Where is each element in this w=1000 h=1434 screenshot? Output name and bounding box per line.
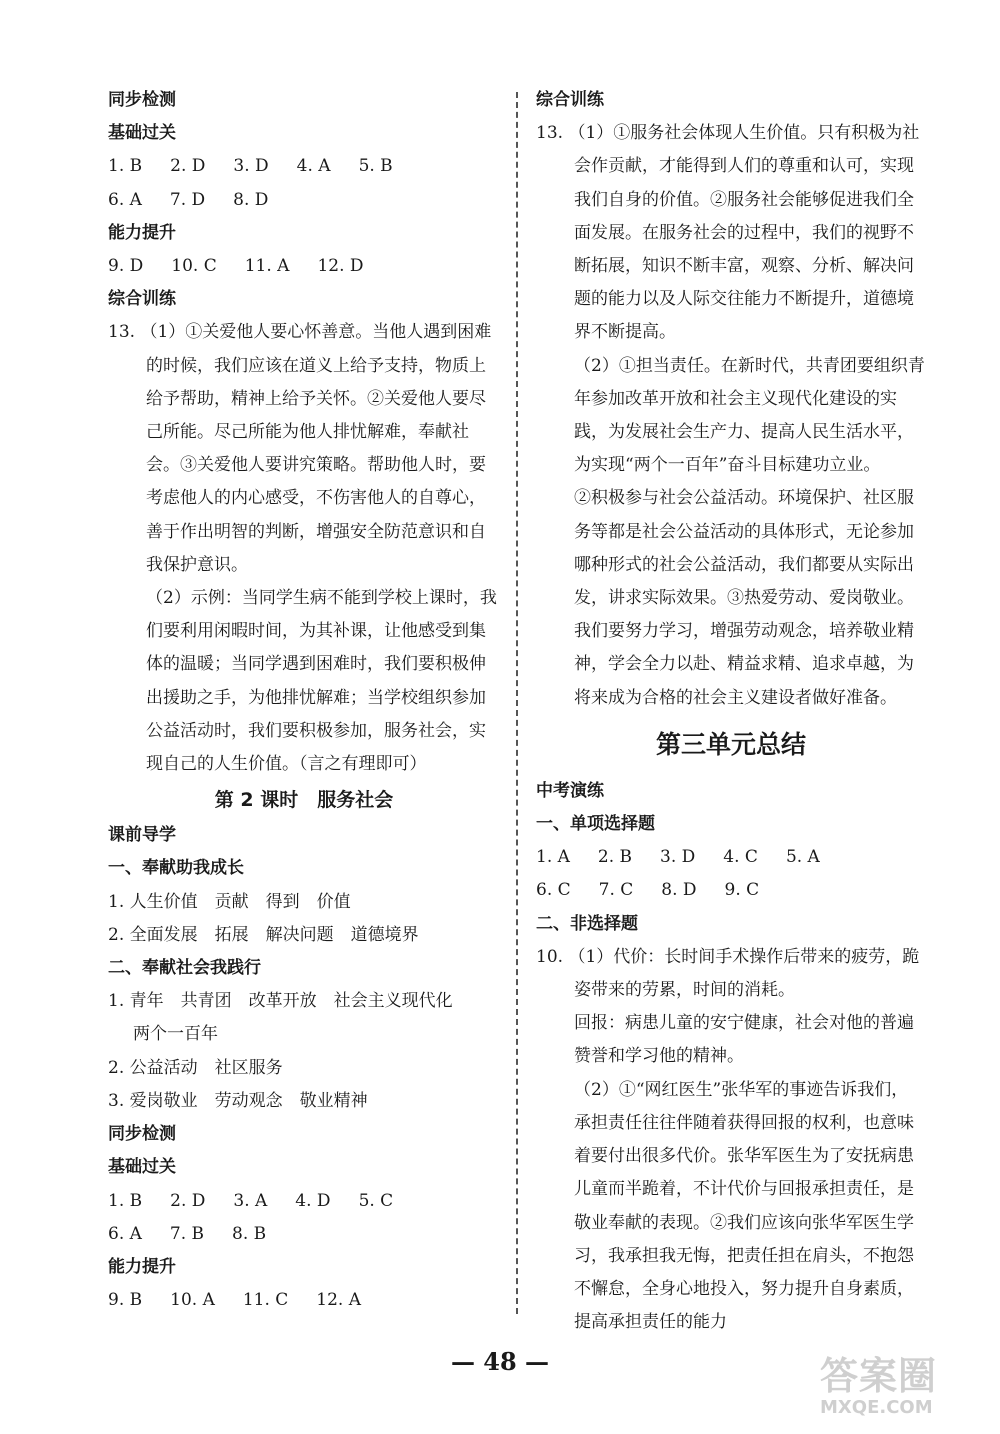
answer-text-line: 题的能力以及人际交往能力不断提升，道德境 xyxy=(574,289,914,310)
answer-row xyxy=(108,1185,500,1218)
page-number: — 48 — xyxy=(450,1347,550,1376)
answer-item: 6. C xyxy=(536,880,571,901)
answer-text-line: 们要利用闲暇时间，为其补课，让他感受到集 xyxy=(146,621,486,642)
lesson-title: 第 2 课时 服务社会 xyxy=(214,789,394,812)
answer-item: 6. A xyxy=(108,189,142,210)
answer-text-line: 13. （1）①关爱他人要心怀善意。当他人遇到困难 xyxy=(108,322,492,343)
answer-text-line: 务等都是社会公益活动的具体形式，无论参加 xyxy=(574,521,914,542)
answer-item: 9. D xyxy=(108,256,144,277)
answer-text-line: 将来成为合格的社会主义建设者做好准备。 xyxy=(574,687,897,708)
heading-basic: 基础过关 xyxy=(108,1157,176,1178)
answer-item: 7. C xyxy=(598,880,634,901)
answer-text-line: 10. （1）代价：长时间手术操作后带来的疲劳，跪 xyxy=(536,946,920,967)
fill-item: 1. 人生价值 贡献 得到 价值 xyxy=(108,891,351,912)
answer-row xyxy=(108,184,500,217)
fill-item: 两个一百年 xyxy=(133,1024,218,1045)
answer-text-line: 13. （1）①服务社会体现人生价值。只有积极为社 xyxy=(536,123,920,144)
answer-text-line: 神，学会全力以赴、精益求精、追求卓越，为 xyxy=(574,654,914,675)
answer-text-line: 我保护意识。 xyxy=(146,554,248,575)
answer-text-line: 公益活动时，我们要积极参加，服务社会，实 xyxy=(146,720,486,741)
answer-item: 2. D xyxy=(170,156,206,177)
answer-item: 3. A xyxy=(233,1190,268,1211)
answer-text-line: 会作贡献，才能得到人们的尊重和认可，实现 xyxy=(574,156,914,177)
answer-item: 4. D xyxy=(295,1190,331,1211)
left-column xyxy=(108,84,500,1317)
answer-item: 12. A xyxy=(316,1290,362,1311)
answer-text-line: 发，讲求实际效果。③热爱劳动、爱岗敬业。 xyxy=(574,588,914,609)
answer-text-line: 的时候，我们应该在道义上给予支持，物质上 xyxy=(146,355,486,376)
answer-item: 1. B xyxy=(108,156,143,177)
answer-text-line: 出援助之手，为他排忧解难；当学校组织参加 xyxy=(146,687,486,708)
answer-item: 5. A xyxy=(785,847,820,868)
answer-text-line: 哪种形式的社会公益活动，我们都要从实际出 xyxy=(574,554,914,575)
answer-row xyxy=(108,150,500,183)
answer-item: 11. A xyxy=(244,256,290,277)
answer-text-line: 为实现“两个一百年”奋斗目标建功立业。 xyxy=(574,455,881,476)
answer-item: 5. C xyxy=(358,1190,394,1211)
right-column xyxy=(536,84,926,1339)
answer-text-line: 界不断提高。 xyxy=(574,322,676,343)
answer-item: 8. D xyxy=(661,880,697,901)
heading-part1: 一、奉献助我成长 xyxy=(108,858,244,879)
answer-text-line: 体的温暖；当同学遇到困难时，我们要积极伸 xyxy=(146,654,486,675)
heading-exam-practice: 中考演练 xyxy=(536,780,604,801)
heading-comprehensive: 综合训练 xyxy=(536,90,604,110)
answer-item: 8. B xyxy=(232,1223,267,1244)
answer-item: 4. A xyxy=(296,156,331,177)
answer-text-line: 断拓展，知识不断丰富，观察、分析、解决问 xyxy=(574,256,914,277)
answer-text-line: 践，为发展社会生产力、提高人民生活水平， xyxy=(574,422,914,443)
answer-item: 4. C xyxy=(723,847,758,868)
heading-part2: 二、奉献社会我践行 xyxy=(108,958,261,979)
unit-summary-title: 第三单元总结 xyxy=(655,729,806,759)
answer-text-line: 敬业奉献的表现。②我们应该向张华军医生学 xyxy=(574,1212,914,1233)
column-divider xyxy=(516,92,518,1314)
answer-item: 8. D xyxy=(233,189,269,210)
answer-text-line: 善于作出明智的判断，增强安全防范意识和自 xyxy=(146,521,486,542)
answer-item: 1. B xyxy=(108,1190,143,1211)
answer-text-line: 回报：病患儿童的安宁健康，社会对他的普遍 xyxy=(574,1013,914,1034)
fill-item: 1. 青年 共青团 改革开放 社会主义现代化 xyxy=(108,991,453,1012)
answer-item: 5. B xyxy=(358,156,393,177)
answer-item: 9. C xyxy=(724,880,760,901)
heading-sync-test: 同步检测 xyxy=(108,90,176,110)
heading-non-choice: 二、非选择题 xyxy=(536,913,638,934)
answer-item: 12. D xyxy=(317,256,364,277)
answer-text-line: （2）①担当责任。在新时代，共青团要组织青 xyxy=(574,355,925,376)
answer-item: 2. D xyxy=(170,1190,206,1211)
heading-comprehensive: 综合训练 xyxy=(108,289,176,310)
answer-item: 2. B xyxy=(597,847,633,868)
answer-text-line: 姿带来的劳累，时间的消耗。 xyxy=(574,980,795,1001)
watermark-logo xyxy=(820,1355,980,1425)
answer-item: 7. B xyxy=(169,1223,205,1244)
answer-text-line: （2）示例：当同学生病不能到学校上课时，我 xyxy=(146,588,497,609)
heading-ability: 能力提升 xyxy=(108,1256,176,1277)
answer-text-line: 考虑他人的内心感受，不伤害他人的自尊心， xyxy=(146,488,486,509)
answer-text-line: 着要付出很多代价。张华军医生为了安抚病患 xyxy=(574,1146,914,1167)
answer-item: 3. D xyxy=(233,156,269,177)
answer-text-line: 儿童而半跪着，不计代价与回报承担责任，是 xyxy=(574,1179,914,1200)
answer-text-line: 现自己的人生价值。（言之有理即可） xyxy=(146,754,427,775)
answer-text-line: 己所能。尽己所能为他人排忧解难，奉献社 xyxy=(146,422,469,443)
heading-preview: 课前导学 xyxy=(108,825,176,846)
answer-text-line: 提高承担责任的能力 xyxy=(574,1312,727,1333)
answer-row xyxy=(536,874,926,907)
answer-text-line: 我们自身的价值。②服务社会能够促进我们全 xyxy=(574,189,914,210)
answer-text-line: 承担责任往往伴随着获得回报的权利，也意味 xyxy=(574,1112,914,1133)
fill-item: 3. 爱岗敬业 劳动观念 敬业精神 xyxy=(108,1090,368,1111)
answer-item: 7. D xyxy=(169,189,206,210)
answer-item: 1. A xyxy=(536,847,570,868)
watermark-logo-text: 答案圈 xyxy=(820,1354,938,1398)
answer-item: 10. C xyxy=(171,256,217,277)
answer-text-line: 给予帮助，精神上给予关怀。②关爱他人要尽 xyxy=(146,388,486,409)
heading-sync-test: 同步检测 xyxy=(108,1124,176,1145)
watermark-url: MXQE.COM xyxy=(820,1397,933,1418)
answer-item: 6. A xyxy=(108,1223,142,1244)
answer-text-line: 我们要努力学习，增强劳动观念，培养敬业精 xyxy=(574,621,914,642)
answer-item: 9. B xyxy=(108,1290,143,1311)
answer-item: 10. A xyxy=(170,1290,215,1311)
answer-text-line: 会。③关爱他人要讲究策略。帮助他人时，要 xyxy=(146,455,486,476)
answer-row xyxy=(108,1284,500,1317)
answer-item: 3. D xyxy=(660,847,696,868)
answer-row xyxy=(108,250,500,283)
answer-text-line: 习，我承担我无悔，把责任担在肩头，不抱怨 xyxy=(574,1245,914,1266)
heading-basic: 基础过关 xyxy=(108,123,176,144)
answer-text-line: 不懈怠，全身心地投入，努力提升自身素质， xyxy=(574,1278,914,1299)
heading-single-choice: 一、单项选择题 xyxy=(536,814,655,835)
answer-text-line: 赞誉和学习他的精神。 xyxy=(574,1046,744,1067)
fill-item: 2. 公益活动 社区服务 xyxy=(108,1057,283,1078)
answer-text-line: ②积极参与社会公益活动。环境保护、社区服 xyxy=(574,488,914,509)
answer-row xyxy=(108,1218,500,1251)
fill-item: 2. 全面发展 拓展 解决问题 道德境界 xyxy=(108,924,419,945)
answer-text-line: （2）①“网红医生”张华军的事迹告诉我们， xyxy=(574,1079,909,1100)
answer-item: 11. C xyxy=(242,1290,289,1311)
answer-text-line: 面发展。在服务社会的过程中，我们的视野不 xyxy=(574,222,914,243)
answer-text-line: 年参加改革开放和社会主义现代化建设的实 xyxy=(574,388,897,409)
heading-ability: 能力提升 xyxy=(108,222,176,243)
answer-row xyxy=(536,841,926,874)
